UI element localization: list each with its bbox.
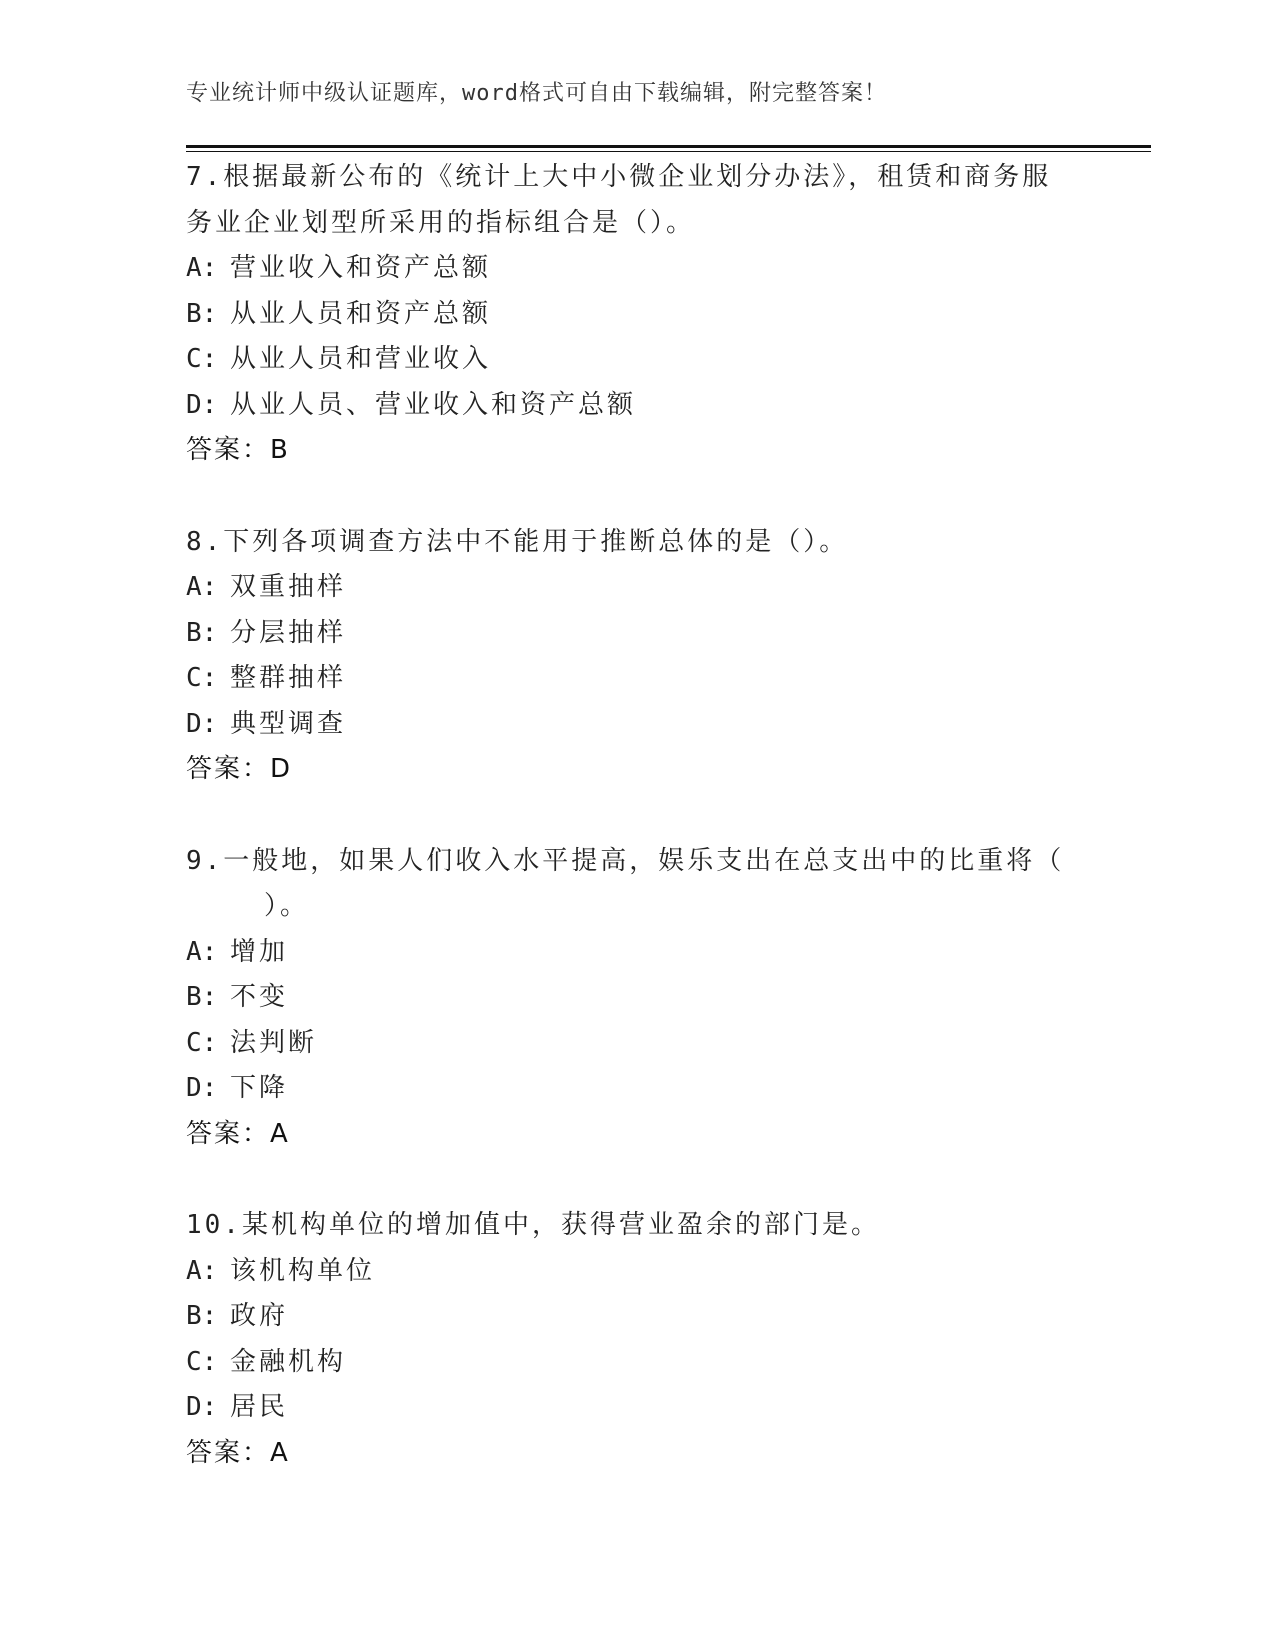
option-text: 从业人员和资产总额 [230,298,492,329]
option-letter: A: [186,572,218,602]
option-a [186,930,1086,976]
option-text: 法判断 [230,1027,318,1058]
option-text: 典型调查 [230,708,347,739]
option-letter: B: [186,617,218,648]
page-header-text: 专业统计师中级认证题库，word格式可自由下载编辑，附完整答案！ [186,81,887,106]
option-letter: C: [186,1027,218,1058]
option-text: 不变 [230,982,289,1012]
option-d [186,1385,1086,1431]
option-c [186,1340,1086,1386]
option-letter: C: [186,1346,218,1377]
option-text: 整群抽样 [230,663,347,693]
question-stem: 9.一般地，如果人们收入水平提高，娱乐支出在总支出中的比重将（ [186,845,1065,876]
option-b [186,975,1086,1021]
option-a [186,1249,1086,1295]
option-text: 金融机构 [230,1346,347,1377]
question-stem-continued: 务业企业划型所采用的指标组合是（）。 [186,207,696,238]
answer-label: 答案：B [186,435,290,465]
option-text: 营业收入和资产总额 [230,253,492,283]
option-text: 双重抽样 [230,572,347,602]
question-stem: 7.根据最新公布的《统计上大中小微企业划分办法》，租赁和商务服 [186,162,1052,192]
option-letter: D: [186,1392,218,1422]
option-d [186,1066,1086,1112]
option-c [186,1021,1086,1067]
question-8 [186,520,1086,793]
option-a [186,565,1086,611]
option-text: 从业人员和营业收入 [230,344,492,374]
option-letter: D: [186,708,218,739]
option-text: 分层抽样 [230,617,347,648]
option-text: 下降 [230,1073,289,1103]
option-letter: B: [186,1301,218,1331]
header-rule-thin [186,151,1151,152]
option-c [186,656,1086,702]
option-a [186,246,1086,292]
header-rule-thick [186,145,1151,148]
option-text: 居民 [230,1392,289,1422]
question-7 [186,155,1086,474]
option-letter: C: [186,663,218,693]
question-10 [186,1203,1086,1476]
option-letter: A: [186,1255,218,1286]
option-letter: B: [186,298,218,329]
answer-label: 答案：A [186,1118,290,1149]
option-b [186,292,1086,338]
option-b [186,1294,1086,1340]
answer-label: 答案：A [186,1437,290,1468]
option-letter: D: [186,389,218,420]
question-9 [186,839,1086,1158]
option-letter: B: [186,982,218,1012]
question-stem: 8.下列各项调查方法中不能用于推断总体的是（）。 [186,526,849,557]
option-b [186,611,1086,657]
option-d [186,702,1086,748]
question-stem: 10.某机构单位的增加值中，获得营业盈余的部门是。 [186,1210,880,1240]
option-c [186,337,1086,383]
option-text: 增加 [230,936,289,967]
option-letter: D: [186,1073,218,1103]
option-letter: C: [186,344,218,374]
option-text: 政府 [230,1301,289,1331]
option-text: 该机构单位 [230,1255,376,1286]
option-letter: A: [186,253,218,283]
option-d [186,383,1086,429]
question-stem-continued: ）。 [264,891,310,921]
question-list [186,155,1086,1522]
option-letter: A: [186,936,218,967]
option-text: 从业人员、营业收入和资产总额 [230,389,637,420]
answer-label: 答案：D [186,754,293,784]
